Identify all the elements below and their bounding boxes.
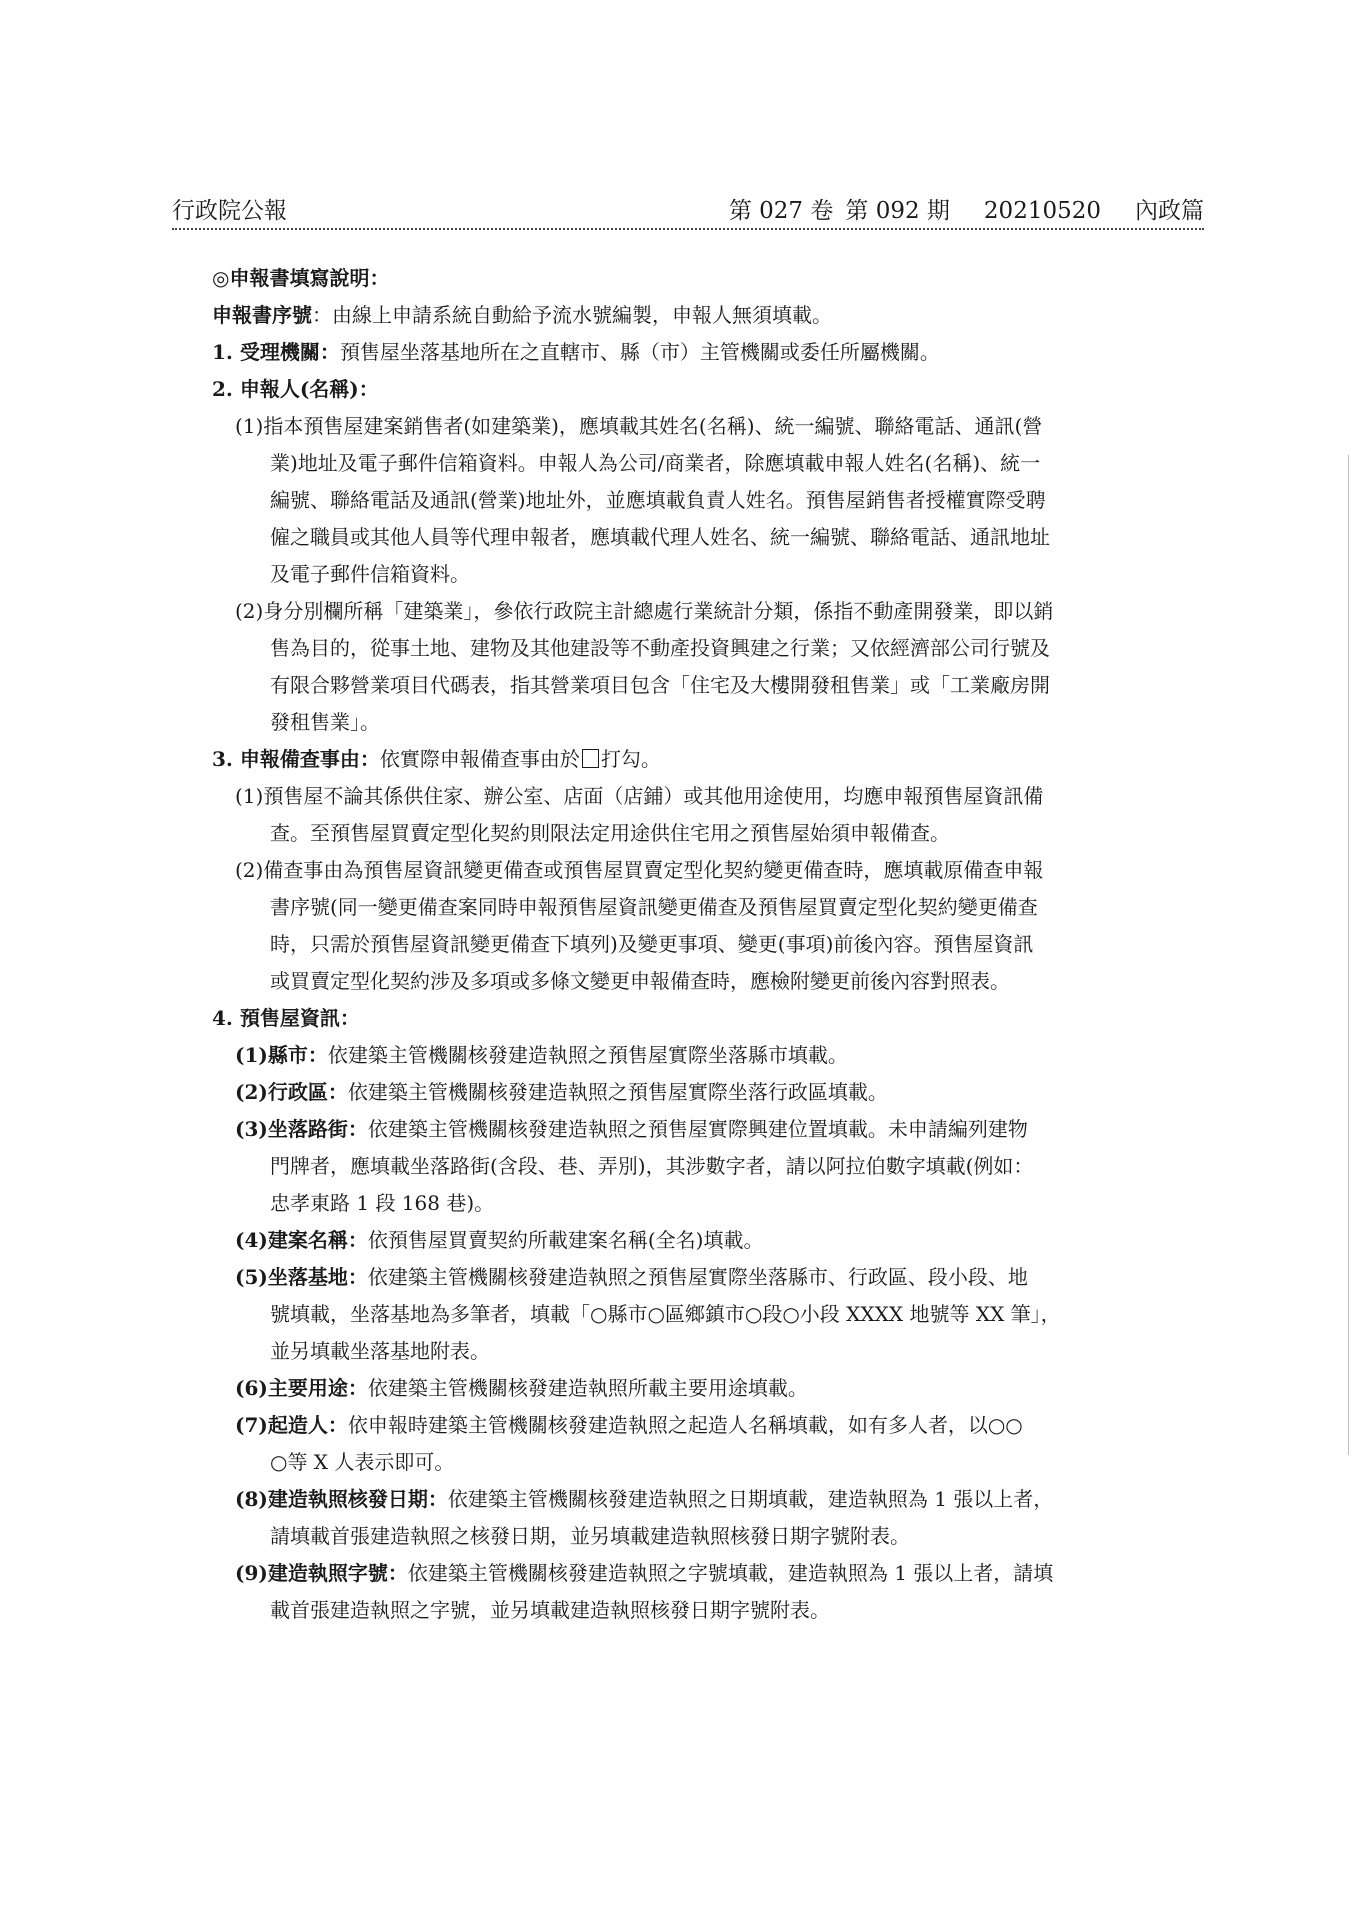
document-body — [0, 260, 1357, 1629]
section-2-item-1-line: 及電子郵件信箱資料。 — [270, 562, 470, 586]
issue-number: 第 092 期 — [845, 198, 950, 224]
section-4-heading: 4. 預售屋資訊： — [212, 1006, 360, 1030]
header-divider — [172, 228, 1204, 230]
section-4-item-permit-number: (9)建造執照字號：依建築主管機關核發建造執照之字號填載，建造執照為 1 張以上者，請填 — [235, 1561, 1054, 1585]
section-3-heading: 3. 申報備查事由：依實際申報備查事由於 打勾。 — [212, 747, 661, 771]
section-2-item-1-line: 業)地址及電子郵件信箱資料。申報人為公司/商業者，除應填載申報人姓名(名稱)、統一 — [270, 451, 1041, 475]
section-name: 內政篇 — [1135, 198, 1204, 224]
section-4-item-main-use: (6)主要用途：依建築主管機關核發建造執照所載主要用途填載。 — [235, 1376, 808, 1400]
issue-info — [729, 194, 1204, 228]
section-3-item-1-line: 查。至預售屋買賣定型化契約則限法定用途供住宅用之預售屋始須申報備查。 — [270, 821, 950, 845]
section-4-item-project-name: (4)建案名稱：依預售屋買賣契約所載建案名稱(全名)填載。 — [235, 1228, 764, 1252]
publication-name: 行政院公報 — [172, 198, 287, 224]
section-4-item-permit-date-line: 請填載首張建造執照之核發日期，並另填載建造執照核發日期字號附表。 — [270, 1524, 910, 1548]
section-4-item-builder: (7)起造人：依申報時建築主管機關核發建造執照之起造人名稱填載，如有多人者，以○○ — [235, 1413, 1023, 1437]
section-4-item-street-line: 門牌者，應填載坐落路街(含段、巷、弄別)，其涉數字者，請以阿拉伯數字填載(例如： — [270, 1154, 1034, 1178]
section-2-item-2-line: 有限合夥營業項目代碼表，指其營業項目包含「住宅及大樓開發租售業」或「工業廠房開 — [270, 673, 1050, 697]
section-4-item-street: (3)坐落路街：依建築主管機關核發建造執照之預售屋實際興建位置填載。未申請編列建物 — [235, 1117, 1028, 1141]
serial-number-label: 申報書序號 — [212, 303, 312, 327]
section-2-item-2-line: (2)身分別欄所稱「建築業」，參依行政院主計總處行業統計分類，係指不動產開發業，即以銷 — [235, 599, 1054, 623]
scan-edge-mark — [1348, 455, 1349, 1455]
section-4-item-land-line: 號填載，坐落基地為多筆者，填載「○縣市○區鄉鎮市○段○小段 XXXX 地號等 XX 筆」， — [270, 1302, 1061, 1326]
section-3-item-1-line: (1)預售屋不論其係供住家、辦公室、店面（店鋪）或其他用途使用，均應申報預售屋資訊備 — [235, 784, 1044, 808]
publication-date: 20210520 — [983, 198, 1101, 224]
document-title: ◎申報書填寫說明： — [212, 266, 390, 290]
section-4-item-permit-number-line: 載首張建造執照之字號，並另填載建造執照核發日期字號附表。 — [270, 1598, 830, 1622]
section-2-item-1-line: 編號、聯絡電話及通訊(營業)地址外，並應填載負責人姓名。預售屋銷售者授權實際受聘 — [270, 488, 1046, 512]
serial-number-note: 申報書序號：由線上申請系統自動給予流水號編製，申報人無須填載。 — [212, 303, 832, 327]
section-4-item-permit-date: (8)建造執照核發日期：依建築主管機關核發建造執照之日期填載，建造執照為 1 張以上者， — [235, 1487, 1054, 1511]
section-4-item-builder-line: ○等 X 人表示即可。 — [270, 1450, 455, 1474]
section-3-item-2-line: 書序號(同一變更備查案同時申報預售屋資訊變更備查及預售屋買賣定型化契約變更備查 — [270, 895, 1038, 919]
section-2-item-2-line: 售為目的，從事土地、建物及其他建設等不動產投資興建之行業；又依經濟部公司行號及 — [270, 636, 1050, 660]
volume-number: 第 027 卷 — [728, 198, 834, 224]
section-2-item-1-line: (1)指本預售屋建案銷售者(如建築業)，應填載其姓名(名稱)、統一編號、聯絡電話、通訊(營 — [235, 414, 1043, 438]
section-2-item-1-line: 僱之職員或其他人員等代理申報者，應填載代理人姓名、統一編號、聯絡電話、通訊地址 — [270, 525, 1050, 549]
section-4-item-land-line: 並另填載坐落基地附表。 — [270, 1339, 490, 1363]
page-header — [172, 194, 1204, 228]
section-2-item-2-line: 發租售業」。 — [270, 710, 380, 734]
section-4-item-street-line: 忠孝東路 1 段 168 巷)。 — [270, 1191, 495, 1215]
section-3-item-2-line: 或買賣定型化契約涉及多項或多條文變更申報備查時，應檢附變更前後內容對照表。 — [270, 969, 1010, 993]
section-3-item-2-line: (2)備查事由為預售屋資訊變更備查或預售屋買賣定型化契約變更備查時，應填載原備查申報 — [235, 858, 1044, 882]
section-4-item-land: (5)坐落基地：依建築主管機關核發建造執照之預售屋實際坐落縣市、行政區、段小段、地 — [235, 1265, 1028, 1289]
section-4-item-district: (2)行政區：依建築主管機關核發建造執照之預售屋實際坐落行政區填載。 — [235, 1080, 888, 1104]
section-4-item-county: (1)縣市：依建築主管機關核發建造執照之預售屋實際坐落縣市填載。 — [235, 1043, 848, 1067]
section-1-label: 1. 受理機關： — [212, 340, 340, 364]
section-3-item-2-line: 時，只需於預售屋資訊變更備查下填列)及變更事項、變更(事項)前後內容。預售屋資訊 — [270, 932, 1034, 956]
section-1: 1. 受理機關：預售屋坐落基地所在之直轄市、縣（市）主管機關或委任所屬機關。 — [212, 340, 940, 364]
checkbox-symbol — [582, 749, 599, 768]
section-2-heading: 2. 申報人(名稱)： — [212, 377, 379, 401]
